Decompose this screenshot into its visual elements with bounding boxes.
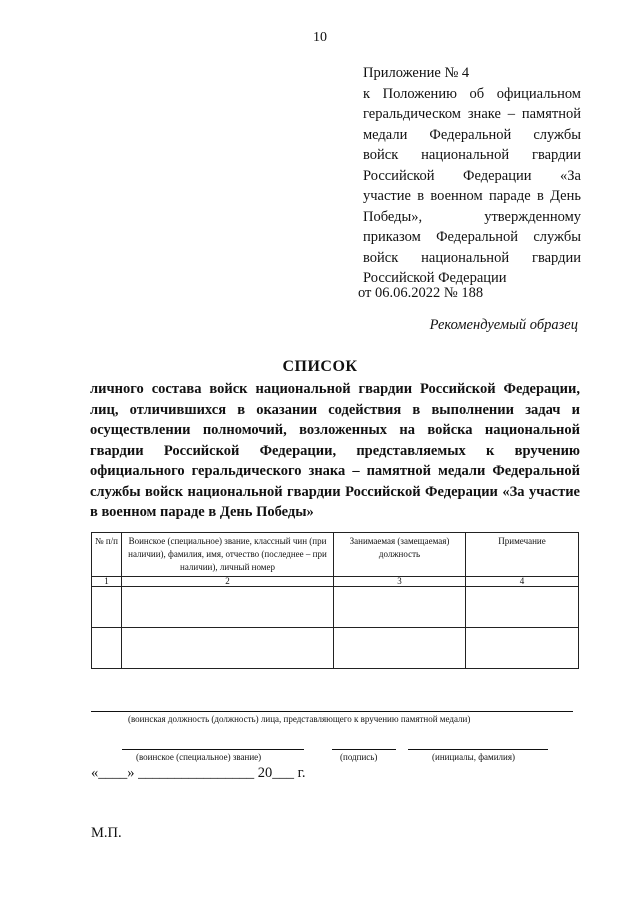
header-number: № п/п	[92, 533, 122, 577]
column-number: 4	[466, 577, 579, 587]
table-cell	[122, 628, 334, 669]
rank-caption: (воинское (специальное) звание)	[136, 752, 262, 762]
table-cell	[334, 587, 466, 628]
table-header-row	[92, 533, 579, 577]
signature-caption: (подпись)	[340, 752, 378, 762]
appendix-block	[358, 63, 581, 301]
table-cell	[466, 628, 579, 669]
table-row	[92, 587, 579, 628]
table-cell	[122, 587, 334, 628]
personnel-table	[91, 532, 579, 669]
column-number-row	[92, 577, 579, 587]
table-cell	[466, 587, 579, 628]
stamp-label: М.П.	[91, 825, 122, 841]
column-number: 1	[92, 577, 122, 587]
appendix-title: Приложение № 4	[363, 65, 470, 81]
rank-line	[122, 749, 304, 750]
signature-line	[332, 749, 396, 750]
document-title: СПИСОК	[282, 358, 358, 375]
position-caption: (воинская должность (должность) лица, представляющего к вручению памятной медали)	[128, 714, 471, 724]
header-note: Примечание	[466, 533, 579, 577]
appendix-order: от 06.06.2022 № 188	[358, 285, 484, 301]
column-number: 2	[122, 577, 334, 587]
appendix-body: к Положению об официальном геральдическом знаке – памятной медали Федеральной службы войск национальной гвардии Российской Федерации «За участие в военном параде в День Победы», утвержденному приказом Федеральной службы войск национальной гвардии Российской Федерации	[363, 85, 581, 286]
page-number: 10	[313, 30, 327, 45]
initials-line	[408, 749, 548, 750]
table-cell	[92, 628, 122, 669]
column-number: 3	[334, 577, 466, 587]
date-field: «____» ________________ 20___ г.	[91, 765, 306, 781]
sample-note: Рекомендуемый образец	[429, 317, 578, 333]
position-line	[91, 711, 573, 712]
table-row	[92, 628, 579, 669]
initials-caption: (инициалы, фамилия)	[432, 752, 515, 762]
header-position: Занимаемая (замещаемая) должность	[334, 533, 466, 577]
header-rank-name: Воинское (специальное) звание, классный чин (при наличии), фамилия, имя, отчество (последнее – при наличии), личный номер	[122, 533, 334, 577]
table-cell	[92, 587, 122, 628]
document-description: личного состава войск национальной гвардии Российской Федерации, лиц, отличившихся в оказании содействия в выполнении задач и осуществлении полномочий, возложенных на войска национальной гвардии Российской Федерации, представляемых к вручению официального геральдического знака – памятной медали Федеральной службы войск национальной гвардии Российской Федерации «За участие в военном параде в День Победы»	[90, 381, 580, 520]
table-cell	[334, 628, 466, 669]
